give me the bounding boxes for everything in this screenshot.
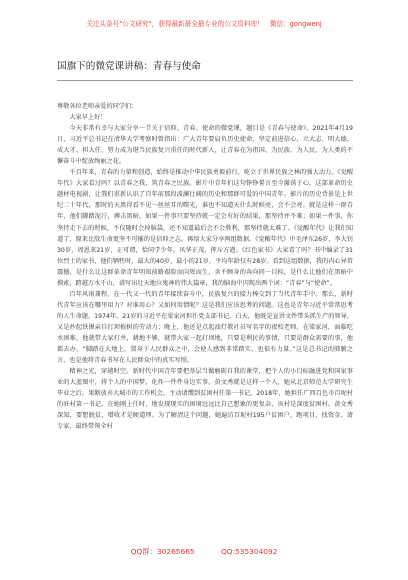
document-body [57, 101, 353, 432]
promo-banner-text: 关注头条号"公文研究"，获得最新最全最专业的公文资料库！ [86, 20, 264, 28]
paragraph-century-journey: 百年风雨兼程，在一代又一代的青年接续奋斗中，民族复兴的接力棒交到了当代青年手中。那么，新时代青年应该在哪里用力？对谁用心？又如何用情呢？这是我们应该思考的问题。这也是青年习近平常常思考的人生命题。1974年，21岁的习近平在梁家河担任党支部书记。白天，他既是宣讲文件带头抓生产的领导，又是抄起铁锹亲自打坝植树的劳动力；晚上，他还是点起油灯教社员写名字的夜校老师。在梁家河，面临吃水困难，他就带大家打井，耕地不够，就带大家一起打坝地，只要是利民的事情，只要是群众需要的事，他都去办。“脚踏在大地上，置身于人民群众之中，会使人感到非常踏实，也很有力量。”这是总书记的肺腑之言，也是他将青春书写在人民群众中的真实写照。 [57, 290, 353, 365]
document-title: 国旗下的微党课讲稿：青春与使命 [57, 61, 201, 72]
promo-banner [0, 18, 408, 30]
qq-number: QQ:535304092 [220, 547, 278, 556]
paragraph-huang-wenxiu: 精神之光，穿越时空。新时代中国青年要把基层当做磨砺自我的课堂，把个人的小目标融进党和国家事业的大蓝图中，将个人的中国梦，化作一件件身边实事。黄文秀就是这样一个人，她从北京师范大学研究生毕业之后，果断放弃大城市的工作机会，主动请缨到贫困村任第一书记，2018年，她担任广西百色市百坭村的驻村第一书记。在她刚上任时，地发现现实的困境远远比自己想象的更复杂，该村是深度贫困村。黄文秀深知，要想脱贫，增收才是硬道理。为了解清这个问题，她遍访百坭村195户贫困户，跑项目、找资金、请专家，最终带领全村 [57, 368, 353, 431]
paragraph-opening: 大家早上好！ [69, 114, 107, 122]
qq-group-number: QQ群：30265665 [130, 547, 195, 556]
contact-footer [0, 546, 408, 558]
title-divider [57, 80, 353, 81]
paragraph-awakening-age: 千百年来，青春的力量和创造，始终是推动中华民族勇毅前行，屹立于世界民族之林的强大动力。《觉醒年代》大家看过吗？以青春之我，筑青春之民族。影片中青年们这句铮铮誓言至今激荡于心，这部革命历史题材电视剧，让我们重新认识了百年前那段波澜壮阔的历史和那群可爱的中国青年。影片的历史背景是上世纪二十年代，那时的天黑得看不见一丝丝耳的曙光，谁也不知道天什么时候亮，会不会亮。就是这样一群青年，他们脚踏泥泞，搏击黑暗，如果一件事只要坚持就一定会有好的结果，那坚持并不难；如果一件事，你坚持走下去的时候，不仅随时会掉脑袋，还不知道最后会不会胜利，那坚持就太难了。《觉醒年代》让我们知道了，原来比敌生命更坚不可摧的是信仰之志。再给大家分享两组数据。《觉醒年代》中毛泽东26岁，李大钊30岁，周恩来21岁，正可谓，恰同学少年，风华正茂，挥斥方遒。《红色家书》大家看了吗？书中编录了31位烈士的家书，他们牺牲时，最大的40岁，最小的21岁，平均年龄仅有28岁。看到这组数据，我的内心异常震撼，是什么让这群革命青年明知前路艰险而向死而生，舍不顾身的奔向同一目标，是什么让他们在黑暗中摸索，跨越万水千山，谱写出壮天地泣鬼神的伟大篇章，我的脑海中闪现出两个词：“青春”与“使命”。 [57, 169, 353, 287]
paragraph-intro: 今天非常有幸与大家分享一节关于信仰、青春、使命的微党课，题目是《青春与使命》。2021年4月19日，习近平总书记在清华大学考察时曾指出：广大青年要肩负历史使命，坚定前进信心，立大志、明大德、成大才、担大任，努力成为堪当民族复兴重任的时代新人，让青春在为祖国、为民族、为人民、为人类的不懈奋斗中绽放绚丽之花。 [57, 125, 353, 166]
greeting: 尊敬各位老师亲爱的同学们： [57, 103, 138, 110]
promo-wechat-id: 微信：gongwenj [269, 20, 322, 28]
